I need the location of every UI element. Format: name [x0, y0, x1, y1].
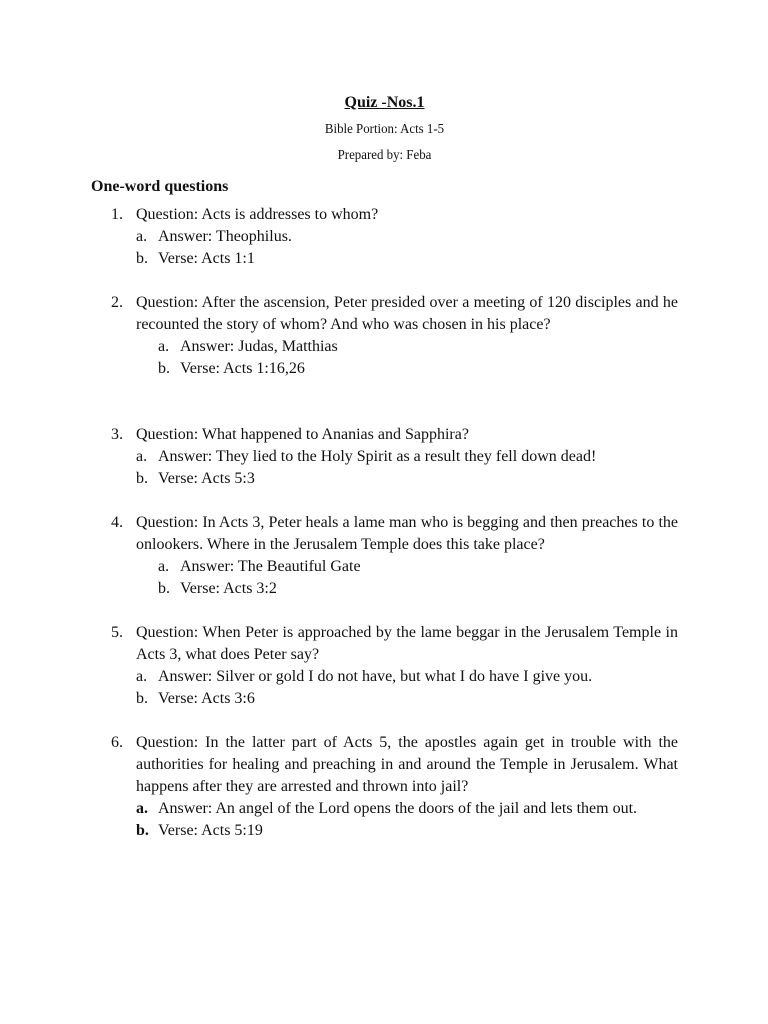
- answer-text: Answer: The Beautiful Gate: [180, 558, 361, 575]
- answer-text: Answer: Silver or gold I do not have, but what I do have I give you.: [158, 668, 593, 685]
- answer-item: [136, 666, 678, 688]
- question-number: 5.: [111, 624, 123, 641]
- section-heading: One-word questions: [91, 178, 229, 195]
- question-number: 3.: [111, 426, 123, 443]
- prepared-by: Prepared by: Feba: [337, 148, 432, 163]
- answer-item: [136, 798, 678, 820]
- question-item-5: [91, 622, 678, 710]
- question-text: Question: What happened to Ananias and Sapphira?: [136, 426, 469, 443]
- verse-item: [158, 358, 678, 380]
- answer-item: [136, 226, 678, 248]
- answer-text: Answer: Theophilus.: [158, 228, 292, 245]
- verse-text: Verse: Acts 1:1: [158, 250, 255, 267]
- answer-marker: a.: [136, 448, 148, 465]
- bible-portion: Bible Portion: Acts 1-5: [324, 122, 445, 137]
- answer-list: [136, 556, 678, 600]
- verse-text: Verse: Acts 3:2: [180, 580, 277, 597]
- question-text: Question: After the ascension, Peter presided over a meeting of 120 disciples and he recounted the story of whom? And who was chosen in his place?: [136, 294, 678, 333]
- verse-item: [136, 248, 678, 270]
- answer-list: [136, 798, 678, 842]
- verse-marker: b.: [136, 690, 148, 707]
- answer-text: Answer: Judas, Matthias: [180, 338, 338, 355]
- question-list: [91, 204, 678, 842]
- verse-item: [136, 688, 678, 710]
- answer-marker: a.: [158, 558, 170, 575]
- question-item-4: [91, 512, 678, 600]
- verse-marker: b.: [136, 250, 148, 267]
- verse-text: Verse: Acts 3:6: [158, 690, 255, 707]
- answer-item: [158, 556, 678, 578]
- answer-marker: a.: [136, 800, 148, 817]
- answer-text: Answer: They lied to the Holy Spirit as a result they fell down dead!: [158, 448, 597, 465]
- question-item-1: [91, 204, 678, 270]
- verse-text: Verse: Acts 1:16,26: [180, 360, 305, 377]
- verse-text: Verse: Acts 5:19: [158, 822, 263, 839]
- quiz-title: Quiz -Nos.1: [344, 94, 425, 111]
- verse-text: Verse: Acts 5:3: [158, 470, 255, 487]
- answer-marker: a.: [136, 668, 148, 685]
- verse-item: [136, 468, 678, 490]
- verse-marker: b.: [158, 580, 170, 597]
- answer-text: Answer: An angel of the Lord opens the doors of the jail and lets them out.: [158, 800, 638, 817]
- verse-marker: b.: [136, 822, 149, 839]
- answer-item: [136, 446, 678, 468]
- question-text: Question: In the latter part of Acts 5, the apostles again get in trouble with the authorities for healing and preaching in and around the Temple in Jerusalem. What happens after they are arrested and thrown into jail?: [136, 734, 678, 795]
- answer-list: [136, 446, 678, 490]
- answer-list: [136, 336, 678, 380]
- question-number: 6.: [111, 734, 123, 751]
- answer-list: [136, 226, 678, 270]
- question-text: Question: When Peter is approached by the lame beggar in the Jerusalem Temple in Acts 3, what does Peter say?: [136, 624, 678, 663]
- answer-marker: a.: [136, 228, 148, 245]
- question-item-6: [91, 732, 678, 842]
- question-number: 1.: [111, 206, 123, 223]
- verse-marker: b.: [136, 470, 148, 487]
- answer-marker: a.: [158, 338, 170, 355]
- question-item-3: [91, 424, 678, 490]
- verse-marker: b.: [158, 360, 170, 377]
- question-text: Question: Acts is addresses to whom?: [136, 206, 379, 223]
- question-number: 2.: [111, 294, 123, 311]
- question-item-2: [91, 292, 678, 380]
- verse-item: [158, 578, 678, 600]
- answer-item: [158, 336, 678, 358]
- question-text: Question: In Acts 3, Peter heals a lame man who is begging and then preaches to the onlookers. Where in the Jerusalem Temple does this take place?: [136, 514, 678, 553]
- answer-list: [136, 666, 678, 710]
- verse-item: [136, 820, 678, 842]
- question-number: 4.: [111, 514, 123, 531]
